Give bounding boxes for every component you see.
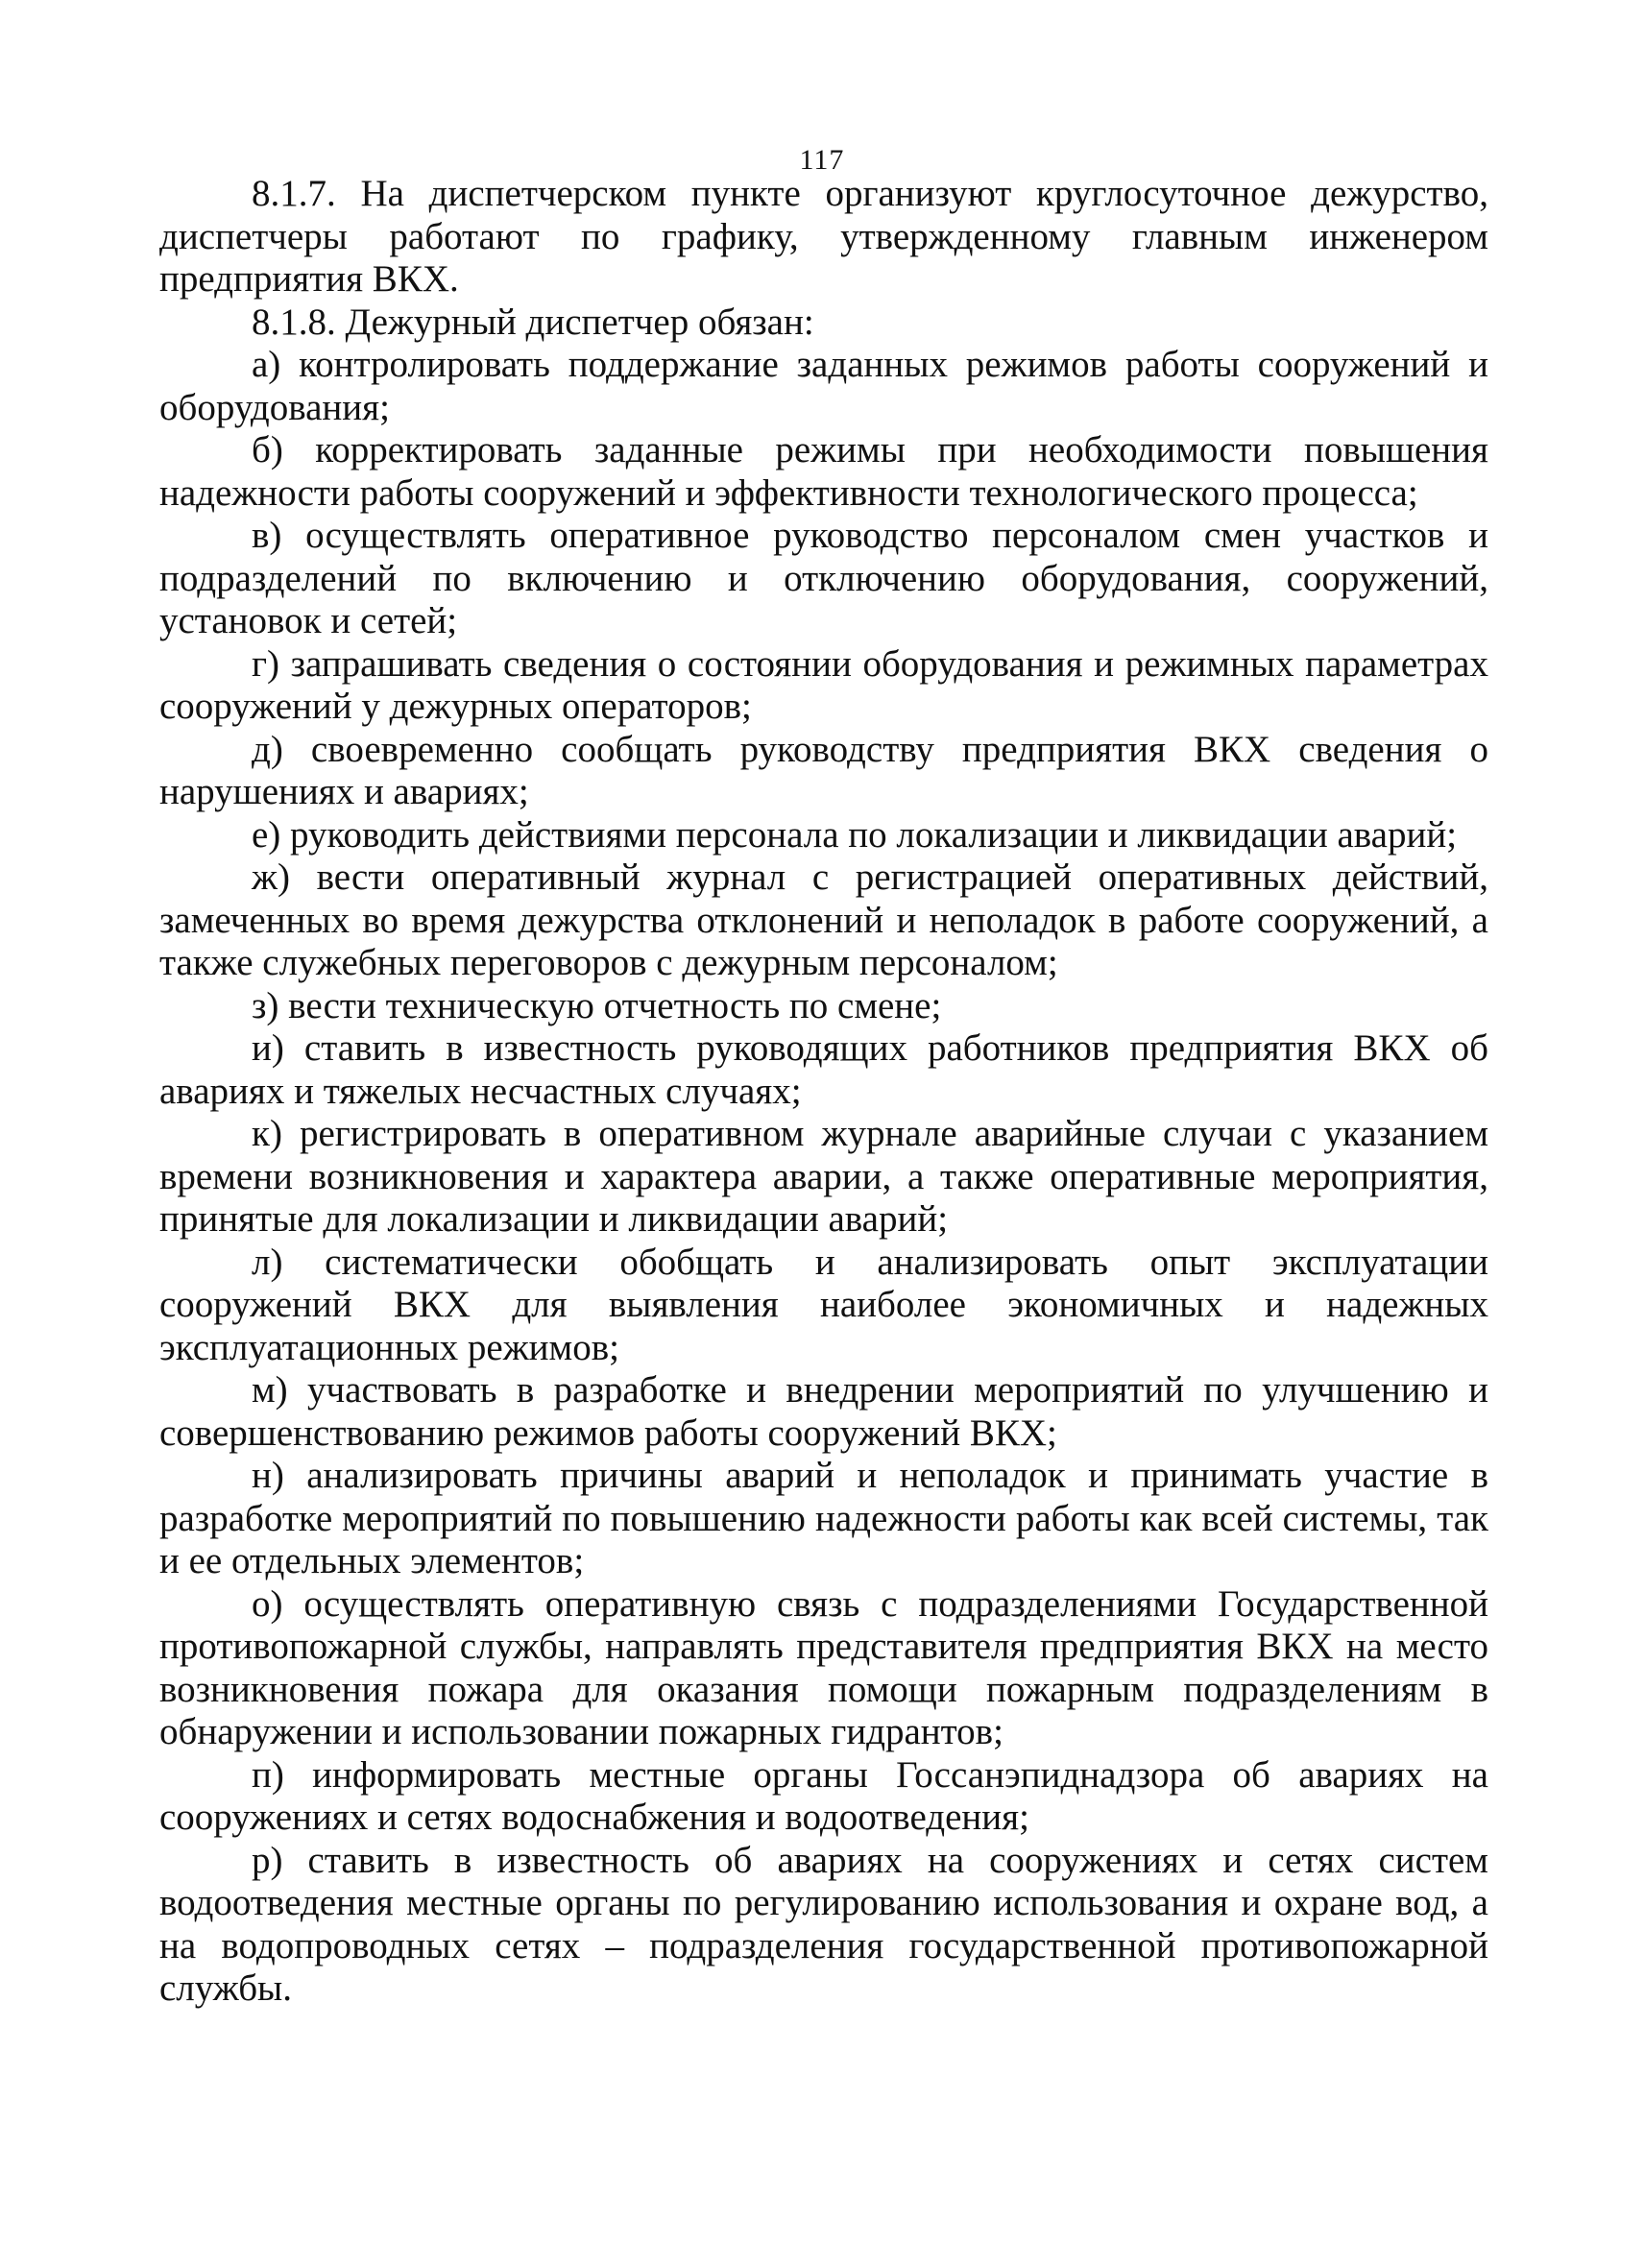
list-item-v: в) осуществлять оперативное руководство персоналом смен участков и подразделений по включению и отключению оборудования, сооружений, установок и сетей; (159, 515, 1488, 641)
list-item-m: м) участвовать в разработке и внедрении мероприятий по улучшению и совершенствованию режимов работы сооружений ВКХ; (159, 1369, 1488, 1454)
list-item-k: к) регистрировать в оперативном журнале аварийные случаи с указанием времени возникновения и характера аварии, а также оперативные мероприятия, принятые для локализации и ликвидации аварий; (159, 1113, 1488, 1240)
list-item-i: и) ставить в известность руководящих работников предприятия ВКХ об авариях и тяжелых несчастных случаях; (159, 1027, 1488, 1112)
paragraph-8-1-7: 8.1.7. На диспетчерском пункте организуют круглосуточное дежурство, диспетчеры работают по графику, утвержденному главным инженером предприятия ВКХ. (159, 173, 1488, 300)
list-item-d: д) своевременно сообщать руководству предприятия ВКХ сведения о нарушениях и авариях; (159, 728, 1488, 812)
paragraph-8-1-8: 8.1.8. Дежурный диспетчер обязан: (252, 301, 814, 343)
list-item-p: п) информировать местные органы Госсанэпиднадзора об авариях на сооружениях и сетях водоснабжения и водоотведения; (159, 1753, 1488, 1838)
page-number: 117 (799, 144, 845, 176)
list-item-l: л) систематически обобщать и анализировать опыт эксплуатации сооружений ВКХ для выявления наиболее экономичных и надежных эксплуатационных режимов; (159, 1241, 1488, 1368)
list-item-a: а) контролировать поддержание заданных режимов работы сооружений и оборудования; (159, 344, 1488, 428)
list-item-e: е) руководить действиями персонала по локализации и ликвидации аварий; (252, 813, 1458, 856)
document-body (159, 173, 1488, 2011)
list-item-zh: ж) вести оперативный журнал с регистрацией оперативных действий, замеченных во время дежурства отклонений и неполадок в работе сооружений, а также служебных переговоров с дежурным персоналом; (159, 857, 1488, 983)
list-item-g: г) запрашивать сведения о состоянии оборудования и режимных параметрах сооружений у дежурных операторов; (159, 642, 1488, 727)
list-item-r: р) ставить в известность об авариях на сооружениях и сетях систем водоотведения местные органы по регулированию использования и охране вод, а на водопроводных сетях – подразделения государственной противопожарной службы. (159, 1839, 1488, 2009)
list-item-n: н) анализировать причины аварий и неполадок и принимать участие в разработке мероприятий по повышению надежности работы как всей системы, так и ее отдельных элементов; (159, 1455, 1488, 1581)
list-item-z: з) вести техническую отчетность по смене; (252, 984, 942, 1026)
list-item-o: о) осуществлять оперативную связь с подразделениями Государственной противопожарной службы, направлять представителя предприятия ВКХ на место возникновения пожара для оказания помощи пожарным подразделениям в обнаружении и использовании пожарных гидрантов; (159, 1582, 1488, 1752)
list-item-b: б) корректировать заданные режимы при необходимости повышения надежности работы сооружений и эффективности технологического процесса; (159, 429, 1488, 514)
